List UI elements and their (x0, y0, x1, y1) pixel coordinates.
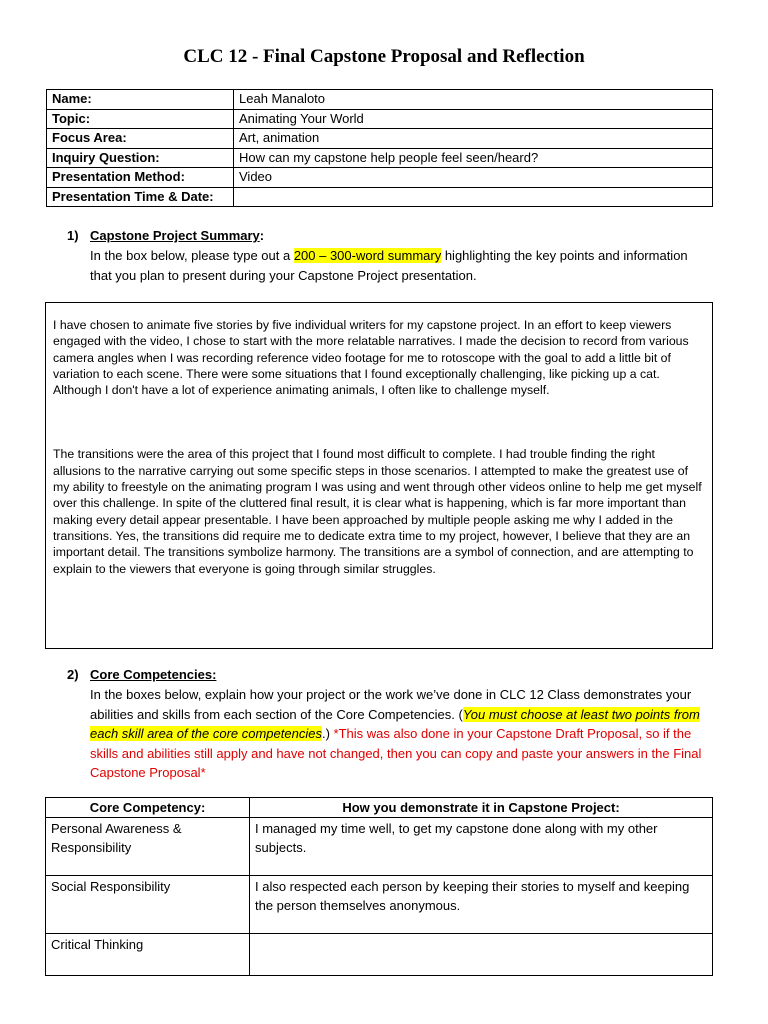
info-value: Video (234, 168, 713, 188)
competency-name: Critical Thinking (46, 934, 250, 976)
section-number: 1) (67, 228, 79, 243)
instruction-text: .) (321, 726, 334, 741)
info-value: How can my capstone help people feel seen/heard? (234, 148, 713, 168)
info-label: Name: (47, 90, 234, 110)
core-competency-table (45, 797, 713, 976)
info-value (234, 187, 713, 207)
competency-name: Social Responsibility (46, 876, 250, 934)
info-value: Art, animation (234, 129, 713, 149)
table-header-row (46, 798, 713, 818)
column-header: Core Competency: (46, 798, 250, 818)
highlighted-requirement: You must choose at least two points from each skill area of the core competencies (90, 706, 700, 741)
section-number: 2) (67, 667, 79, 682)
section-title: Core Competencies: (90, 667, 217, 682)
info-row-focus-area (47, 129, 713, 149)
info-label: Focus Area: (47, 129, 234, 149)
instruction-text: highlighting the key points and information that you plan to present during your Capstone Project presentation. (90, 248, 688, 283)
section-2-instructions (90, 685, 710, 783)
summary-paragraph: I have chosen to animate five stories by five individual writers for my capstone project. In an effort to keep viewers engaged with the video, I chose to start with the more relatable narratives. I made the decision to record from various camera angles when I was recording reference video footage for me to rotoscope with the goal to add a little bit of variation to each scene. There were some situations that I found exceptionally challenging, like picking up a cat. Although I don't have a lot of experience animating animals, I often like to challenge myself. (53, 318, 689, 398)
instruction-text: In the boxes below, explain how your project or the work we’ve done in CLC 12 Class demonstrates your abilities and skills from each section of the Core Competencies. ( (90, 687, 692, 722)
info-value: Animating Your World (234, 109, 713, 129)
competency-demonstration (250, 934, 713, 976)
table-row (46, 934, 713, 976)
section-1-heading (67, 228, 264, 243)
info-label: Presentation Method: (47, 168, 234, 188)
summary-paragraph: The transitions were the area of this project that I found most difficult to complete. I had trouble finding the right allusions to the narrative carrying out some specific steps in those scenarios. I attempted to make the greatest use of my ability to freestyle on the animating program I was using and went through other videos online to help me get myself over this challenge. In spite of the cluttered final result, it is clear what is happening, which is far more important than making every detail appear presentable. I have been approached by multiple people asking me why I added in the transitions. Yes, the transitions did require me to dedicate extra time to my project, however, I believe that they are an important detail. The transitions symbolize harmony. The transitions are a symbol of connection, and are attempting to explain to the viewers that everyone is going through similar struggles. (53, 447, 702, 576)
section-title-colon: : (259, 228, 265, 243)
table-row (46, 876, 713, 934)
info-row-name (47, 90, 713, 110)
summary-box (45, 302, 713, 649)
info-label: Inquiry Question: (47, 148, 234, 168)
instruction-text: In the box below, please type out a (90, 248, 294, 263)
section-title: Capstone Project Summary (90, 228, 260, 243)
info-row-presentation-method (47, 168, 713, 188)
highlighted-word-count: 200 – 300-word summary (293, 248, 442, 263)
red-note: *This was also done in your Capstone Draft Proposal, so if the skills and abilities still apply and have not changed, then you can copy and paste your answers in the Final Capstone Proposal* (90, 726, 702, 780)
student-info-table (46, 89, 713, 207)
page-title: CLC 12 - Final Capstone Proposal and Reflection (183, 46, 585, 67)
table-row (46, 818, 713, 876)
info-value: Leah Manaloto (234, 90, 713, 110)
info-label: Topic: (47, 109, 234, 129)
competency-demonstration: I also respected each person by keeping their stories to myself and keeping the person themselves anonymous. (250, 876, 713, 934)
column-header: How you demonstrate it in Capstone Project: (250, 798, 713, 818)
competency-demonstration: I managed my time well, to get my capstone done along with my other subjects. (250, 818, 713, 876)
section-1-instructions (90, 246, 710, 285)
info-label: Presentation Time & Date: (47, 187, 234, 207)
competency-name: Personal Awareness & Responsibility (46, 818, 250, 876)
info-row-inquiry-question (47, 148, 713, 168)
info-row-presentation-time (47, 187, 713, 207)
section-2-heading (67, 667, 216, 682)
info-row-topic (47, 109, 713, 129)
